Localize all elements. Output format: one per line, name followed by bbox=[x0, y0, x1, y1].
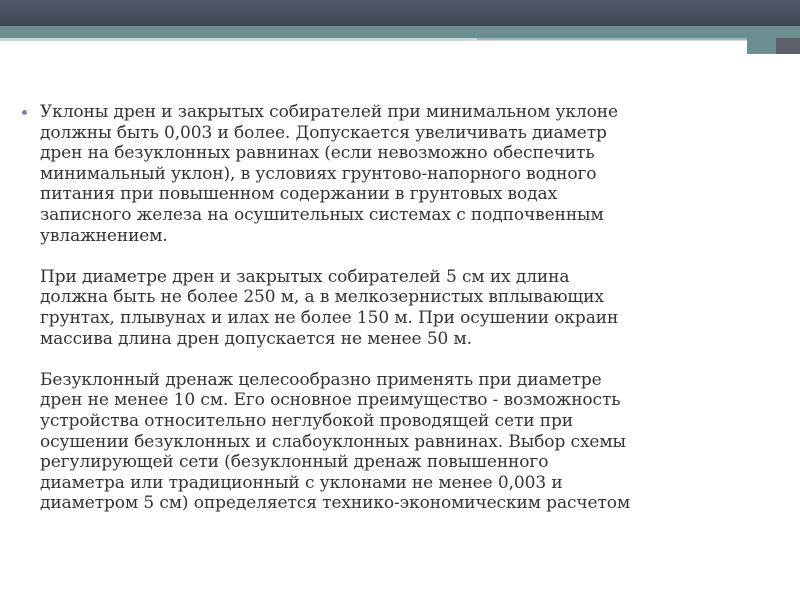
paragraph-length: При диаметре дрен и закрытых собирателей 5 см их длина должна быть не более 250 м, а в мелкозернистых вплывающих грунтах, плывунах и илах не более 150 м. При осушении окраин массива длина дрен допускается не менее 50 м. bbox=[40, 266, 619, 349]
slide-body bbox=[22, 102, 742, 514]
accent-tab-teal bbox=[747, 38, 776, 54]
bullet-item bbox=[22, 102, 742, 514]
title-bar bbox=[0, 0, 800, 26]
paragraph-drainage: Безуклонный дренаж целесообразно применять при диаметре дрен не менее 10 см. Его основное преимущество - возможность устройства относительно неглубокой проводящей сети при осушении безуклонных и слабоуклонных равнинах. Выбор схемы регулирующей сети (безуклонный дренаж повышенного диаметра или традиционный с уклонами не менее 0,003 и диаметром 5 см) определяется технико-экономическим расчетом bbox=[40, 369, 631, 514]
bullet-icon bbox=[22, 110, 27, 115]
accent-band bbox=[0, 26, 800, 38]
paragraph-slope: Уклоны дрен и закрытых собирателей при минимальном уклоне должны быть 0,003 и более. Допускается увеличивать диаметр дрен на безуклонных равнинах (если невозможно обеспечить минимальный уклон), в условиях грунтово-напорного водного питания при повышенном содержании в грунтовых водах записного железа на осушительных системах с подпочвенным увлажнением. bbox=[40, 102, 618, 246]
accent-band-highlight bbox=[477, 38, 747, 40]
accent-tab-dark bbox=[776, 38, 800, 54]
